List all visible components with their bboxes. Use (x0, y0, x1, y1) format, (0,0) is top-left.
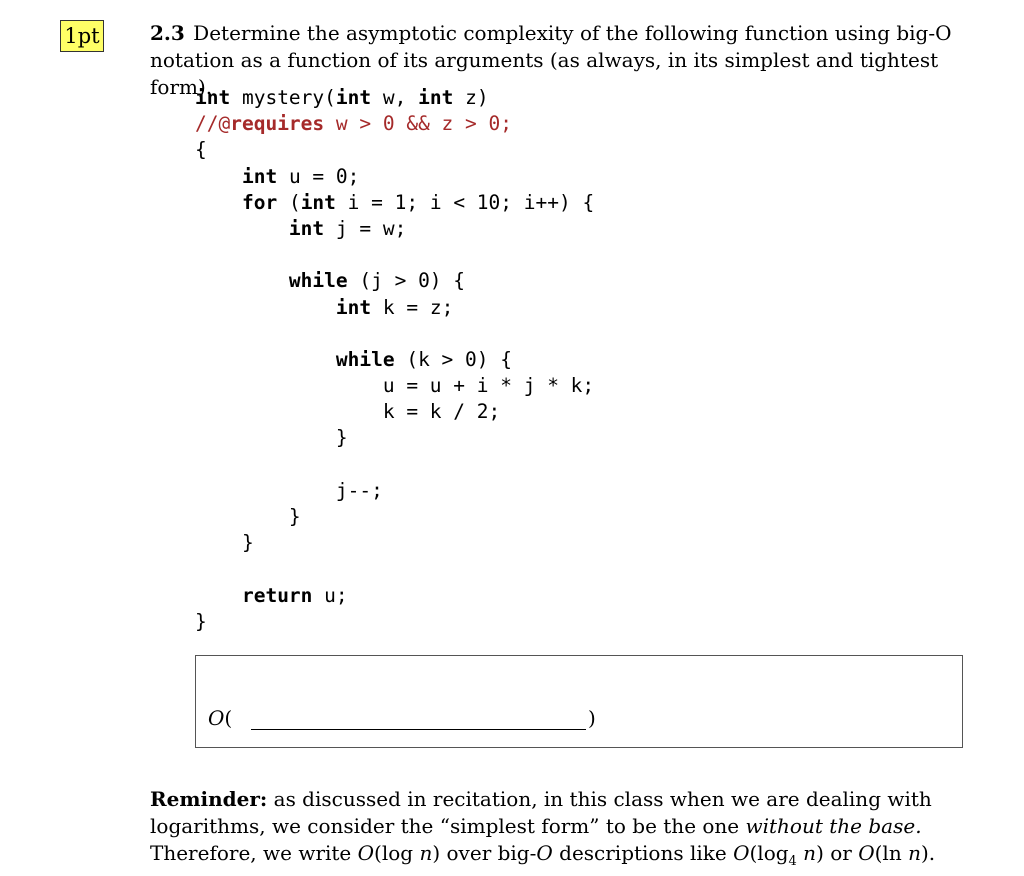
math-text: ) (432, 841, 441, 865)
reminder-text: over big- (440, 841, 537, 865)
math-o: O (858, 841, 875, 865)
code-line: } (195, 609, 207, 633)
reminder-text: or (823, 841, 859, 865)
code-line: } (195, 505, 301, 528)
math-o: O (536, 841, 553, 865)
code-text: //@ (195, 112, 231, 136)
math-text: (log (374, 841, 420, 865)
code-keyword: while (288, 269, 348, 293)
reminder-text: as discussed in recitation, in this class when we are dealing with logarithms, we consider the “simplest form” to be the one (150, 787, 932, 838)
answer-close-paren: ) (588, 706, 596, 730)
code-line: j--; (195, 478, 383, 502)
question-number: 2.3 (150, 21, 185, 45)
code-line (195, 583, 594, 609)
code-text: u; (312, 583, 348, 607)
code-line (195, 164, 594, 190)
code-text: i = 1; i < 10; i++) { (335, 190, 595, 214)
math-var: n (419, 841, 433, 865)
code-block (195, 85, 594, 635)
math-text: ) (816, 841, 824, 865)
code-line (195, 190, 594, 216)
math-o: O (733, 841, 750, 865)
code-line (195, 452, 594, 478)
code-keyword: while (335, 347, 395, 371)
code-keyword: return (241, 583, 313, 607)
code-line (195, 321, 594, 347)
code-line (195, 268, 594, 294)
code-keyword: int (335, 86, 372, 109)
code-text: (j > 0) { (347, 269, 466, 293)
reminder-note (150, 786, 970, 875)
answer-blank-line[interactable] (251, 729, 586, 730)
code-indent (195, 348, 336, 371)
code-text: j = w; (324, 216, 407, 240)
math-text: (ln (874, 841, 909, 865)
code-keyword: int (288, 216, 325, 240)
code-keyword: int (300, 190, 336, 214)
big-o-symbol: O (208, 706, 225, 730)
code-keyword: int (195, 86, 231, 109)
answer-open-paren: ( (224, 706, 233, 730)
code-line: } (195, 426, 348, 450)
reminder-emphasis: without the base. (745, 814, 922, 838)
reminder-label: Reminder: (150, 787, 268, 811)
answer-big-o-prefix (208, 706, 232, 730)
math-text: (log (749, 841, 789, 865)
math-o: O (357, 841, 375, 865)
points-badge: 1pt (60, 20, 104, 52)
code-line (195, 242, 594, 268)
code-text: w, (371, 86, 419, 109)
code-text: mystery( (230, 86, 336, 109)
code-text: (k > 0) { (394, 347, 512, 371)
code-text: w > 0 && z > 0; (324, 112, 512, 136)
code-line (195, 85, 594, 111)
code-text: ( (277, 190, 301, 214)
math-subscript: 4 (788, 854, 797, 869)
code-text: z) (453, 86, 489, 109)
code-indent (195, 165, 242, 188)
code-indent (195, 191, 242, 214)
code-keyword: int (335, 295, 372, 319)
code-line: } (195, 531, 254, 555)
question-text: Determine the asymptotic complexity of the following function using big-O notation as a function of its arguments (as always, in its simplest and tightest form). (150, 21, 952, 99)
reminder-text: Therefore, we write (150, 841, 358, 865)
code-keyword: int (241, 164, 278, 188)
code-indent (195, 296, 336, 319)
code-line (195, 347, 594, 373)
code-keyword: for (241, 190, 278, 214)
math-var: n (908, 841, 921, 865)
reminder-text: descriptions like (552, 841, 734, 865)
code-line: { (195, 138, 207, 162)
answer-box (195, 655, 963, 748)
code-text: k = z; (371, 295, 454, 319)
requires-annotation (195, 111, 594, 137)
code-indent (195, 217, 289, 240)
code-line: k = k / 2; (195, 400, 501, 424)
code-keyword: requires (230, 112, 325, 136)
code-line (195, 556, 594, 582)
code-line (195, 295, 594, 321)
code-keyword: int (418, 86, 454, 109)
math-var: n (796, 841, 817, 865)
code-text: u = 0; (277, 164, 360, 188)
code-indent (195, 269, 289, 292)
code-line: u = u + i * j * k; (195, 374, 595, 398)
code-indent (195, 584, 242, 607)
code-line (195, 216, 594, 242)
math-text: ). (920, 841, 936, 865)
